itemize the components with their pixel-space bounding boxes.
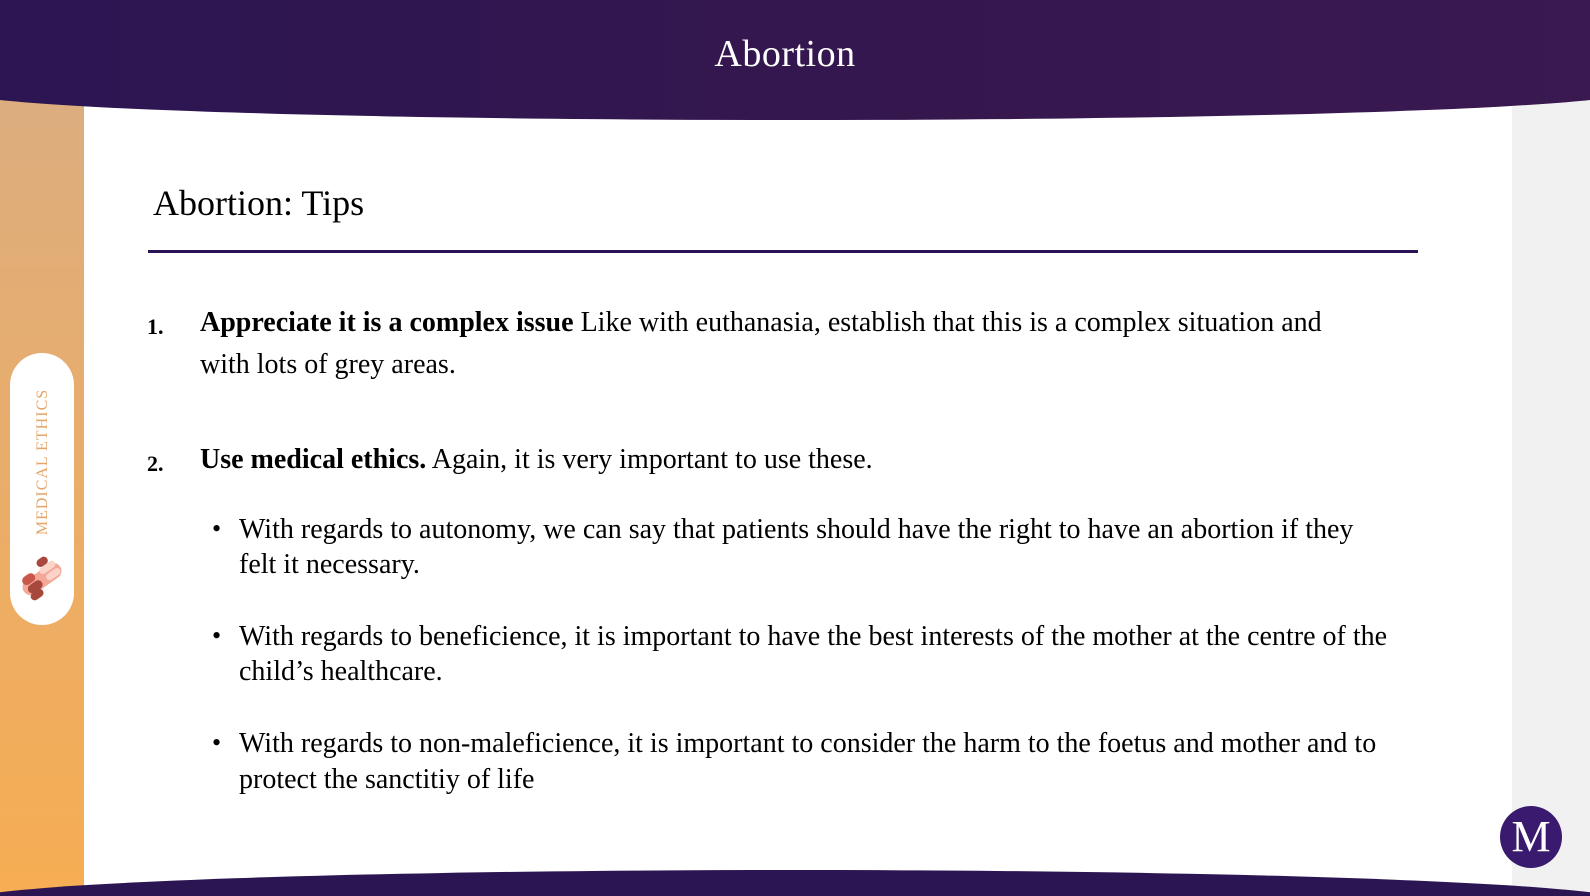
side-tab-label: MEDICAL ETHICS xyxy=(34,388,51,536)
heading-divider xyxy=(148,250,1418,253)
list-number: 1. xyxy=(147,314,164,339)
banner-title: Abortion xyxy=(714,33,856,75)
bullet-marker: • xyxy=(212,621,222,650)
bullet-text: felt it necessary. xyxy=(239,549,420,580)
bullet-marker: • xyxy=(212,728,222,757)
list-item-text: Again, it is very important to use these. xyxy=(426,444,873,475)
m-logo-icon[interactable] xyxy=(1500,806,1562,868)
list-item-line xyxy=(200,302,1430,344)
list-item-bold-lead: Use medical ethics. xyxy=(200,444,427,475)
list-item-text: Like with euthanasia, establish that this is a complex situation and xyxy=(573,307,1322,338)
list-number: 2. xyxy=(147,451,164,476)
handshake-icon xyxy=(16,553,68,605)
list-item-bold-lead: Appreciate it is a complex issue xyxy=(200,307,574,338)
bullet-text: protect the sanctitiy of life xyxy=(239,764,535,795)
bullet-marker: • xyxy=(212,514,222,543)
slide-heading: Abortion: Tips xyxy=(153,183,365,223)
bullet-text: With regards to autonomy, we can say that patients should have the right to have an abortion if they xyxy=(239,514,1354,545)
logo-letter: M xyxy=(1511,812,1551,861)
bullet-text: With regards to beneficience, it is important to have the best interests of the mother at the centre of the xyxy=(239,621,1388,652)
bullet-text: child’s healthcare. xyxy=(239,656,443,687)
list-item-line: with lots of grey areas. xyxy=(200,349,456,380)
bullet-text: With regards to non-maleficience, it is important to consider the harm to the foetus and mother and to xyxy=(239,728,1377,759)
list-item-line xyxy=(200,439,873,481)
